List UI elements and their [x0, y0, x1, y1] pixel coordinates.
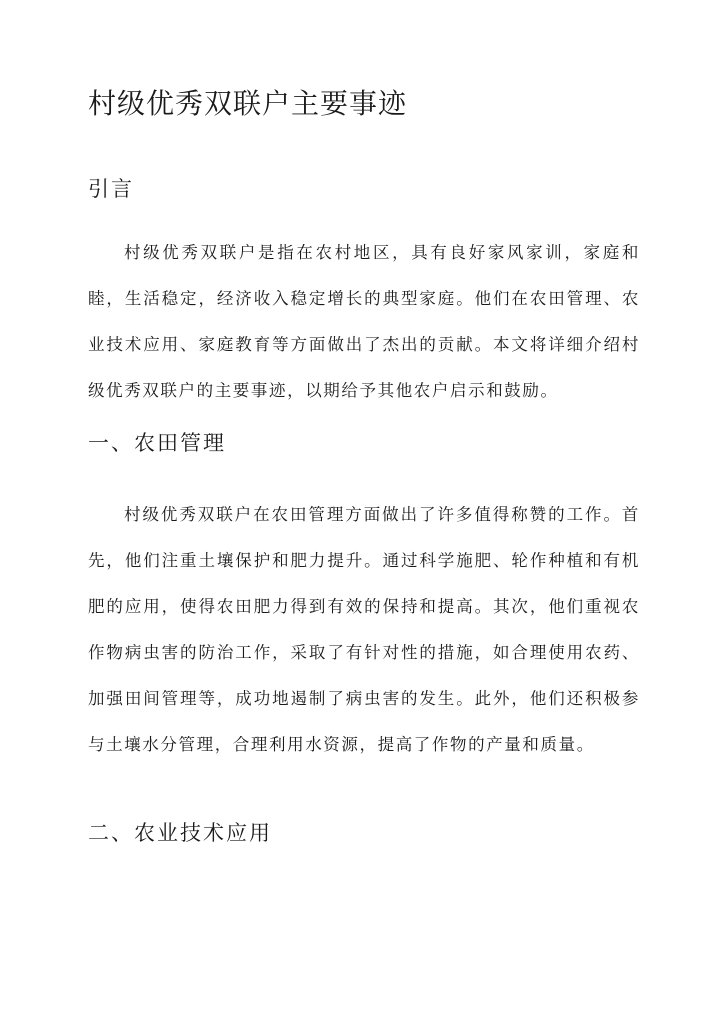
section-heading-intro: 引言: [88, 177, 134, 201]
section-paragraph-farmland-management: 村级优秀双联户在农田管理方面做出了许多值得称赞的工作。首先，他们注重土壤保护和肥力提升。通过科学施肥、轮作种植和有机肥的应用，使得农田肥力得到有效的保持和提高。其次，他们重视农作物病虫害的防治工作，采取了有针对性的措施，如合理使用农药、加强田间管理等，成功地遏制了病虫害的发生。此外，他们还积极参与土壤水分管理，合理利用水资源，提高了作物的产量和质量。: [88, 505, 640, 754]
document-title: 村级优秀双联户主要事迹: [88, 87, 408, 120]
section-paragraph-intro: 村级优秀双联户是指在农村地区，具有良好家风家训，家庭和睦，生活稳定，经济收入稳定增长的典型家庭。他们在农田管理、农业技术应用、家庭教育等方面做出了杰出的贡献。本文将详细介绍村级优秀双联户的主要事迹，以期给予其他农户启示和鼓励。: [88, 243, 640, 400]
section-heading-agri-technology: 二、农业技术应用: [88, 821, 272, 845]
section-heading-farmland-management: 一、农田管理: [88, 431, 226, 455]
